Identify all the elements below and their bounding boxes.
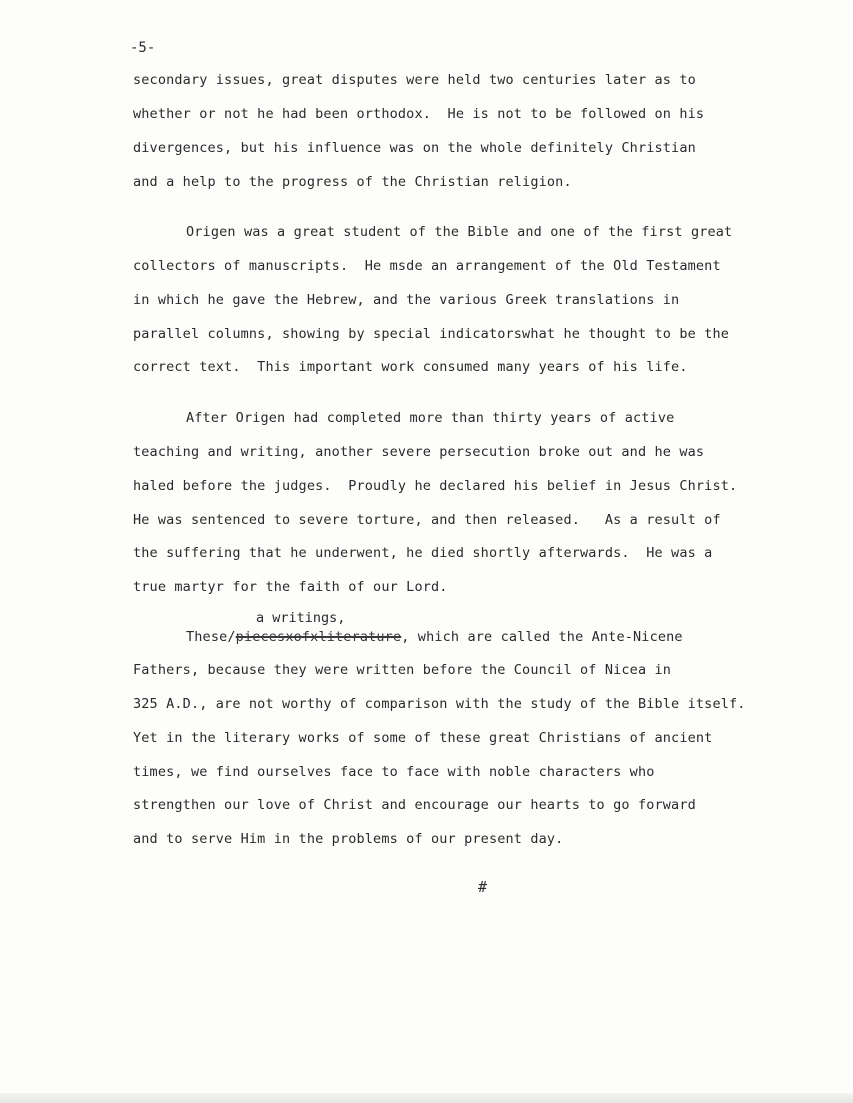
paragraph1-line: secondary issues, great disputes were held two centuries later as to <box>133 72 696 88</box>
end-mark: # <box>478 878 488 896</box>
paragraph3-line: the suffering that he underwent, he died shortly afterwards. He was a <box>133 545 713 561</box>
paragraph2-line: parallel columns, showing by special indicatorswhat he thought to be the <box>133 326 729 342</box>
paragraph4-line: Fathers, because they were written before the Council of Nicea in <box>133 662 672 678</box>
paragraph4-lead-text: These/ <box>186 629 236 645</box>
paragraph1-line: and a help to the progress of the Christian religion. <box>133 174 572 190</box>
paragraph2-line: in which he gave the Hebrew, and the various Greek translations in <box>133 292 680 308</box>
paragraph4-line: and to serve Him in the problems of our present day. <box>133 831 564 847</box>
paragraph1-line: divergences, but his influence was on the whole definitely Christian <box>133 140 696 156</box>
paragraph3-line: haled before the judges. Proudly he declared his belief in Jesus Christ. <box>133 478 738 494</box>
paragraph2-line: Origen was a great student of the Bible and one of the first great <box>186 224 733 240</box>
paragraph2-line: correct text. This important work consumed many years of his life. <box>133 359 688 375</box>
paragraph4-line: 325 A.D., are not worthy of comparison with the study of the Bible itself. <box>133 696 746 712</box>
paragraph3-line: After Origen had completed more than thirty years of active <box>186 410 675 426</box>
paragraph4-first-line-end: , which are called the Ante-Nicene <box>401 629 683 645</box>
paragraph4-first-line <box>186 629 683 645</box>
page-bottom-edge <box>0 1093 853 1103</box>
paragraph4-line: times, we find ourselves face to face with noble characters who <box>133 764 655 780</box>
struck-out-text: piecesxofxliterature <box>235 629 402 645</box>
handwritten-insertion: a writings, <box>256 610 346 626</box>
paragraph3-line: teaching and writing, another severe persecution broke out and he was <box>133 444 705 460</box>
paragraph1-line: whether or not he had been orthodox. He is not to be followed on his <box>133 106 705 122</box>
paragraph2-line: collectors of manuscripts. He msde an arrangement of the Old Testament <box>133 258 721 274</box>
paragraph3-line: true martyr for the faith of our Lord. <box>133 579 448 595</box>
paragraph4-line: strengthen our love of Christ and encourage our hearts to go forward <box>133 797 696 813</box>
paragraph4-line: Yet in the literary works of some of these great Christians of ancient <box>133 730 713 746</box>
page-number: -5- <box>130 40 156 56</box>
paragraph3-line: He was sentenced to severe torture, and then released. As a result of <box>133 512 721 528</box>
